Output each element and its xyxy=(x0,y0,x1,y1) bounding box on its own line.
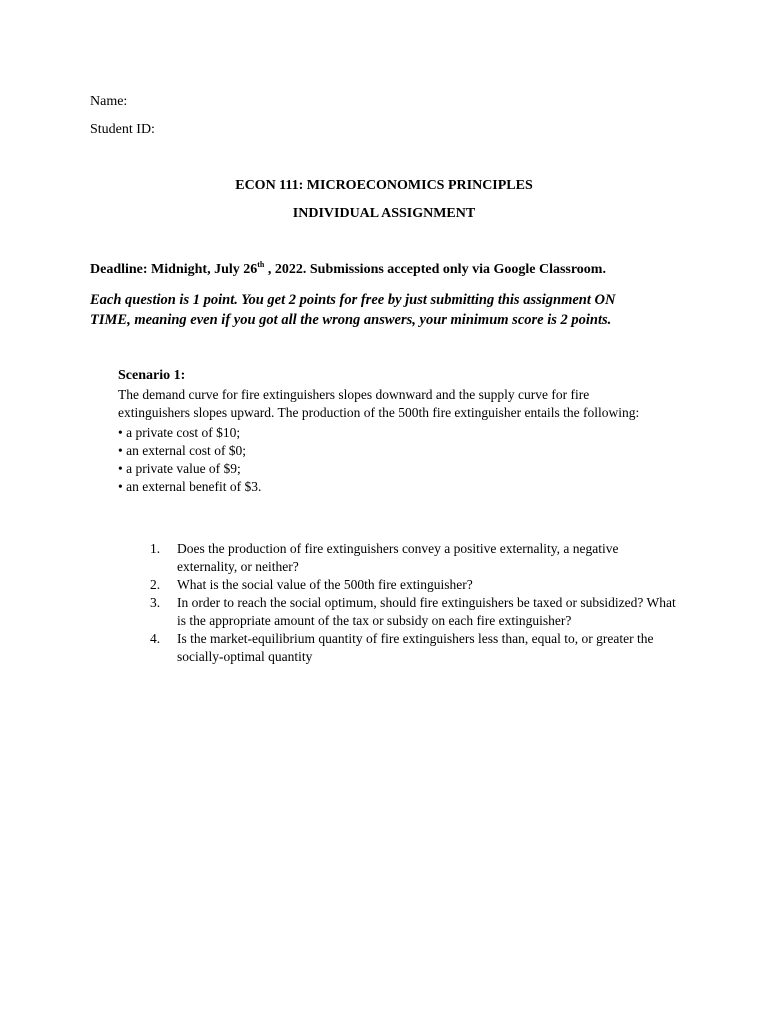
points-note: Each question is 1 point. You get 2 points for free by just submitting this assignment ON TIME, meaning even if you got all the wrong answers, your minimum score is 2 points. xyxy=(90,292,616,328)
course-title: ECON 111: MICROECONOMICS PRINCIPLES xyxy=(235,178,533,193)
scenario-bullet: • an external benefit of $3. xyxy=(118,479,262,494)
question-number: 1. xyxy=(150,541,161,556)
scenario-heading: Scenario 1: xyxy=(118,368,186,383)
question-item xyxy=(150,576,680,594)
question-item xyxy=(150,594,680,630)
question-item xyxy=(150,630,680,666)
scenario-bullet: • an external cost of $0; xyxy=(118,443,247,458)
assignment-title: INDIVIDUAL ASSIGNMENT xyxy=(292,206,476,221)
scenario-bullet: • a private value of $9; xyxy=(118,461,241,476)
question-text: What is the social value of the 500th fire extinguisher? xyxy=(177,577,473,592)
question-item xyxy=(150,540,680,576)
scenario-section xyxy=(118,367,648,496)
question-number: 2. xyxy=(150,577,161,592)
scenario-bullet: • a private cost of $10; xyxy=(118,425,241,440)
question-list xyxy=(150,540,680,666)
scenario-text: The demand curve for fire extinguishers slopes downward and the supply curve for fire extinguishers slopes upward. The production of the 500th fire extinguisher entails the following: xyxy=(118,387,640,420)
name-label: Name: xyxy=(90,94,128,109)
question-text: In order to reach the social optimum, should fire extinguishers be taxed or subsidized? What is the appropriate amount of the tax or subsidy on each fire extinguisher? xyxy=(177,595,676,628)
question-number: 3. xyxy=(150,595,161,610)
question-number: 4. xyxy=(150,631,161,646)
student-id-label: Student ID: xyxy=(90,122,155,137)
deadline-prefix: Deadline: Midnight, July 26 xyxy=(90,262,258,277)
scenario-bullet-list xyxy=(118,424,648,496)
deadline-line xyxy=(90,262,606,278)
deadline-superscript: th xyxy=(257,260,265,269)
question-text: Does the production of fire extinguishers convey a positive externality, a negative externality, or neither? xyxy=(177,541,619,574)
question-text: Is the market-equilibrium quantity of fire extinguishers less than, equal to, or greater the socially-optimal quantity xyxy=(177,631,654,664)
deadline-suffix: , 2022. Submissions accepted only via Google Classroom. xyxy=(264,262,606,277)
